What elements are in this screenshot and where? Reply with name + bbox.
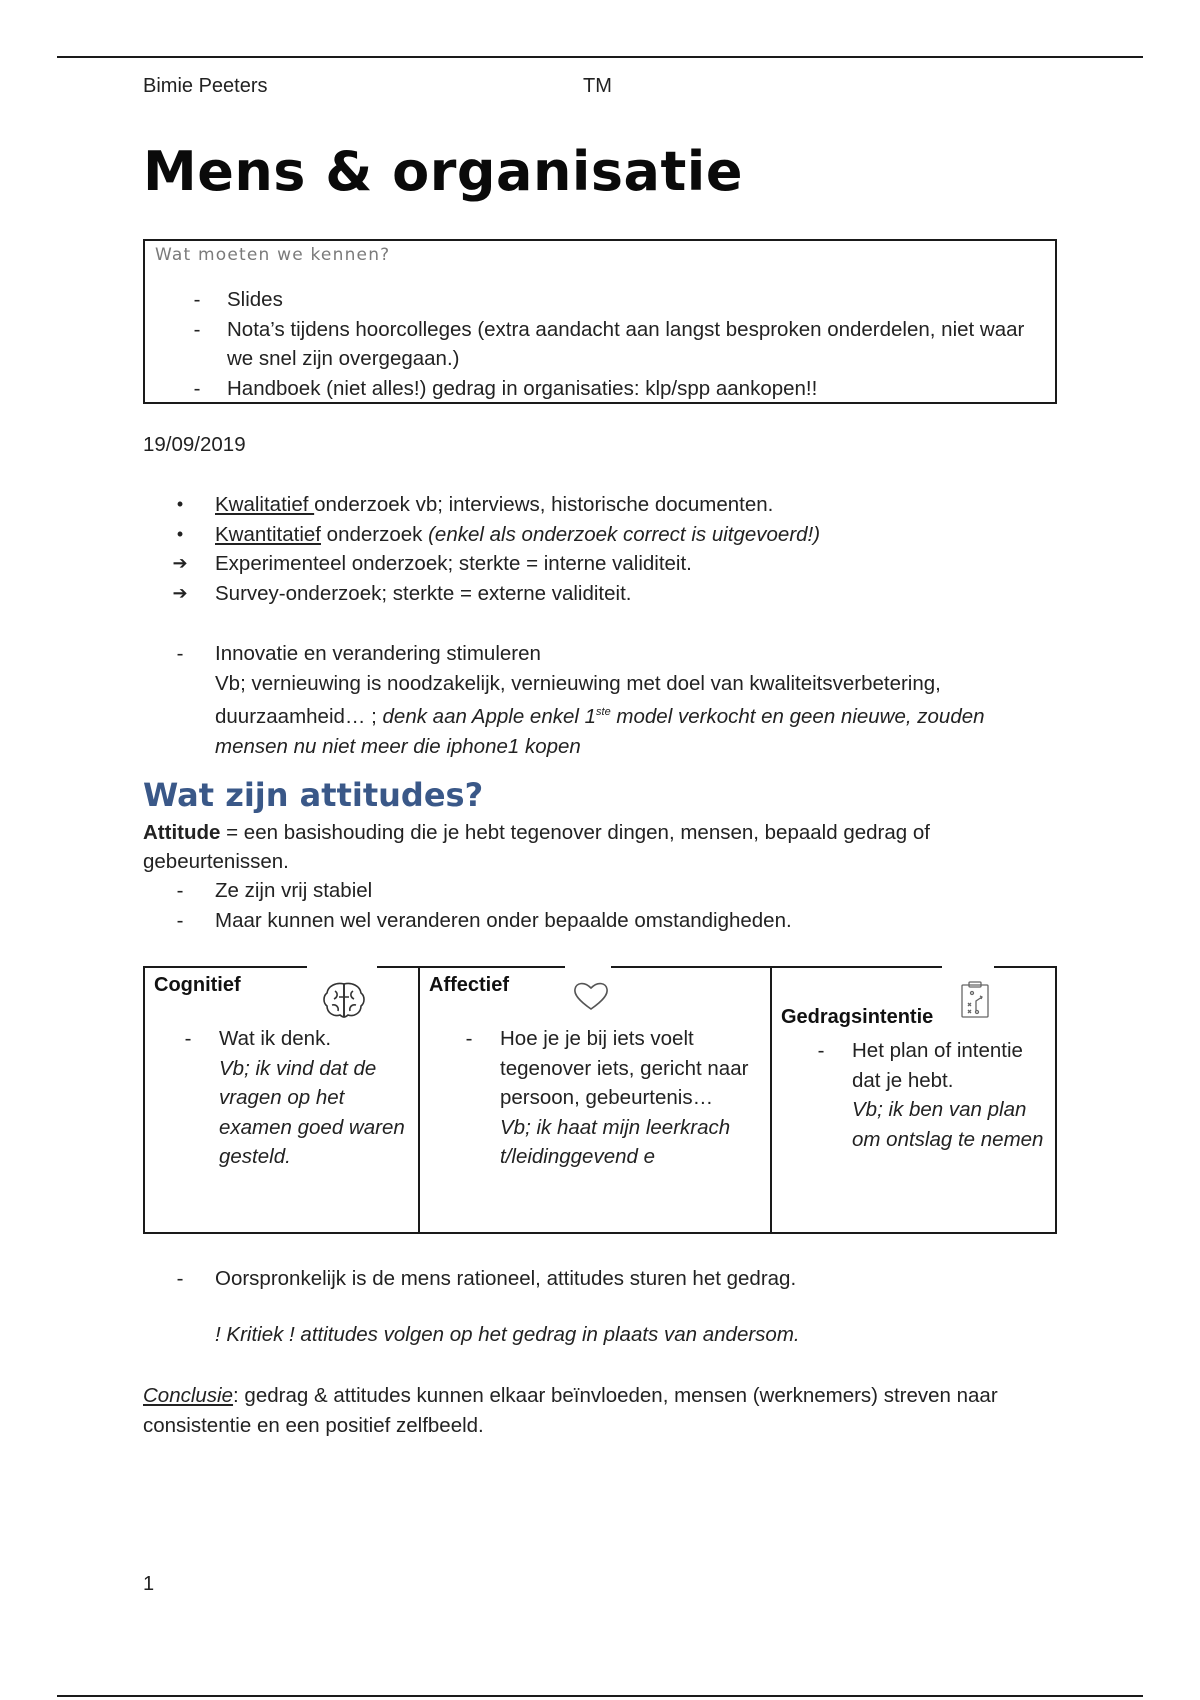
bullet-icon: • (176, 523, 184, 544)
arrow-right-icon: ➔ (172, 582, 188, 603)
critique-note: ! Kritiek ! attitudes volgen op het gedrag in plaats van andersom. (215, 1323, 800, 1346)
list-item: ➔ Experimenteel onderzoek; sterkte = interne validiteit. (170, 549, 820, 579)
research-list (170, 490, 820, 608)
arrow-right-icon: ➔ (172, 553, 188, 573)
section-heading: Wat zijn attitudes? (143, 776, 484, 814)
list-item: - Wat ik denk. Vb; ik vind dat de vragen op het examen goed waren gesteld. (184, 1027, 405, 1168)
list-item: • Kwantitatief onderzoek (enkel als onderzoek correct is uitgevoerd!) (170, 520, 820, 550)
list-item: ➔ Survey-onderzoek; sterkte = externe validiteit. (170, 579, 820, 609)
header-center: TM (583, 75, 612, 97)
component-affective: Affectief - Hoe je je bij iets voelt tegenover iets, gericht naar persoon, gebeurtenis… Vb; ik haat mijn leerkracht/leidinggevend e (420, 968, 772, 1232)
dash-marker: - (193, 317, 201, 341)
clipboard-strategy-icon (960, 981, 990, 1019)
bottom-rule (57, 1695, 1143, 1697)
heart-icon (572, 980, 610, 1012)
conclusion: Conclusie: gedrag & attitudes kunnen elkaar beïnvloeden, mensen (werknemers) streven naar consistentie en een positief zelfbeeld. (143, 1384, 998, 1437)
list-item: - Het plan of intentie dat je hebt. Vb; ik ben van plan om ontslag te nemen (817, 1039, 1044, 1151)
requirements-list (145, 285, 1050, 403)
innovation-list (170, 639, 1070, 761)
list-item: - Innovatie en verandering stimuleren Vb; vernieuwing is noodzakelijk, vernieuwing met doel van kwaliteitsverbetering, duurzaamheid… ; denk aan Apple enkel 1ste model verkocht en geen nieuwe, zouden mensen nu niet meer die iphone1 kopen (170, 639, 1070, 761)
dash-marker: - (193, 376, 201, 400)
criticism-list (170, 1264, 796, 1294)
attitude-definition: Attitude = een basishouding die je hebt tegenover dingen, mensen, bepaald gedrag of gebeurtenissen. (143, 821, 930, 873)
header-author: Bimie Peeters (143, 75, 268, 97)
innovation-example: Vb; vernieuwing is noodzakelijk, vernieuwing met doel van kwaliteitsverbetering, duurzaamheid… ; denk aan Apple enkel 1ste model verkocht en geen nieuwe, zouden mensen nu niet meer die iphone1 kopen (215, 671, 985, 758)
attitude-properties (170, 876, 792, 935)
list-item: - Slides (145, 285, 1050, 315)
dash-marker: - (193, 288, 201, 311)
list-item: - Oorspronkelijk is de mens rationeel, attitudes sturen het gedrag. (176, 1267, 797, 1290)
requirements-box (143, 239, 1057, 404)
attitude-components-table (143, 966, 1057, 1234)
requirements-caption: Wat moeten we kennen? (155, 245, 391, 265)
component-behavioral-intention: Gedragsintentie - Het plan of intentie dat je hebt. Vb; ik ben van plan om ontslag te nemen (772, 968, 1055, 1232)
list-item: • Kwalitatief onderzoek vb; interviews, historische documenten. (170, 490, 820, 520)
brain-icon (322, 981, 366, 1019)
list-item: - Maar kunnen wel veranderen onder bepaalde omstandigheden. (176, 908, 792, 932)
bullet-icon: • (176, 494, 184, 514)
top-rule (57, 56, 1143, 58)
dash-marker: - (176, 642, 184, 665)
list-item: - Handboek (niet alles!) gedrag in organisaties: klp/spp aankopen!! (145, 374, 1050, 404)
list-item: - Hoe je je bij iets voelt tegenover iets, gericht naar persoon, gebeurtenis… Vb; ik haat mijn leerkracht/leidinggevend e (465, 1027, 749, 1168)
component-cognitive: Cognitief - Wat ik denk. Vb; ik vind dat de vragen op het examen goed waren gesteld. (145, 968, 420, 1232)
date-label: 19/09/2019 (143, 433, 246, 456)
page-title: Mens & organisatie (143, 140, 743, 203)
list-item: - Ze zijn vrij stabiel (176, 879, 373, 902)
list-item: - Nota’s tijdens hoorcolleges (extra aandacht aan langst besproken onderdelen, niet waar we snel zijn overgegaan.) (145, 315, 1050, 374)
page-number: 1 (143, 1573, 155, 1595)
